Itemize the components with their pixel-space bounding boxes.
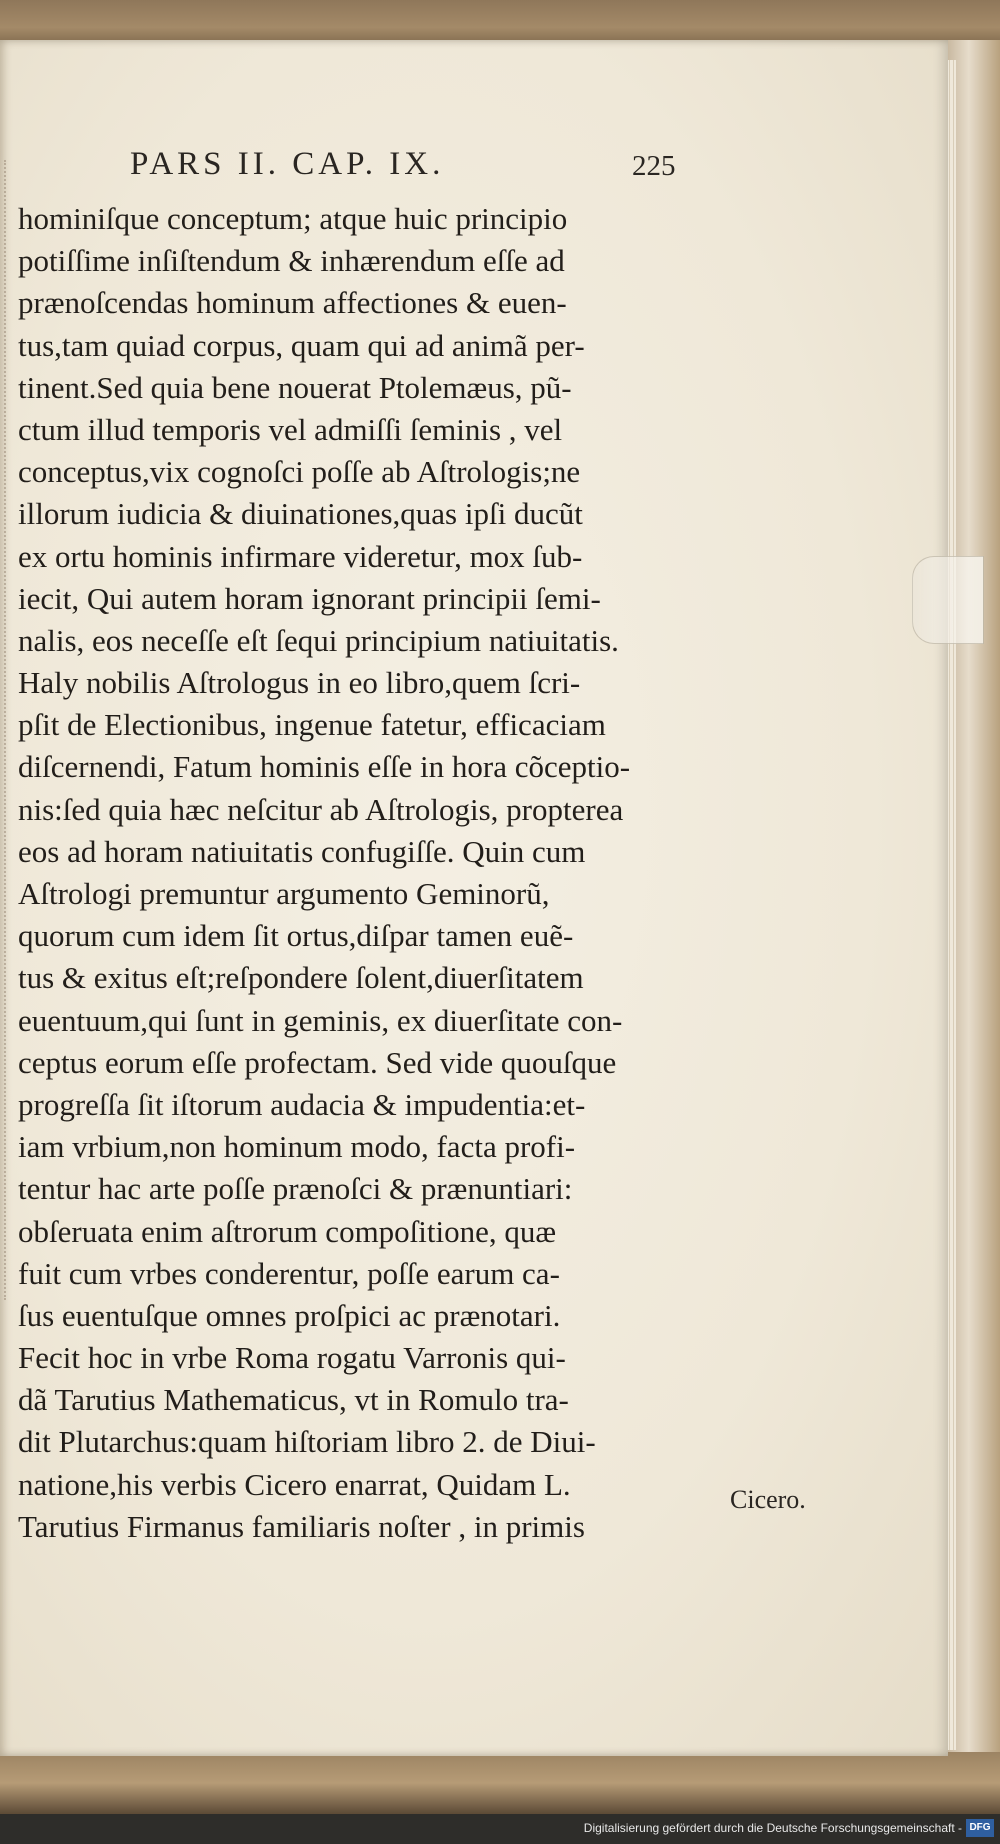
- text-line: prænoſcendas hominum affectiones & euen-: [18, 285, 567, 321]
- dfg-logo: DFG: [966, 1819, 994, 1837]
- marginal-note: Cicero.: [730, 1485, 806, 1514]
- text-line: quorum cum idem ſit ortus,diſpar tamen euẽ-: [18, 918, 574, 954]
- text-line: ctum illud temporis vel admiſſi ſeminis , vel: [18, 411, 563, 447]
- running-head: [0, 140, 948, 192]
- text-line: fuit cum vrbes conderentur, poſſe earum ca-: [18, 1255, 560, 1291]
- book-page: [0, 40, 948, 1756]
- text-line: Tarutius Firmanus familiaris noſter , in primis: [18, 1508, 585, 1544]
- binding-bottom-edge: [0, 1752, 1000, 1814]
- text-line: illorum iudicia & diuinationes,quas ipſi ducũt: [18, 496, 583, 532]
- text-line: pſit de Electionibus, ingenue fatetur, efficaciam: [18, 707, 606, 743]
- text-line: dã Tarutius Mathematicus, vt in Romulo tra-: [18, 1382, 569, 1418]
- text-line: eos ad horam natiuitatis confugiſſe. Quin cum: [18, 833, 586, 869]
- text-line: nalis, eos neceſſe eſt ſequi principium natiuitatis.: [18, 622, 619, 658]
- page-tab-marker: [912, 556, 984, 644]
- text-line: Fecit hoc in vrbe Roma rogatu Varronis qui-: [18, 1340, 566, 1376]
- text-line: tus,tam quiad corpus, quam qui ad animã per-: [18, 327, 585, 363]
- text-line: ſus euentuſque omnes proſpici ac prænotari.: [18, 1297, 561, 1333]
- running-head-title: PARS II. CAP. IX.: [130, 146, 445, 182]
- body-text: [18, 198, 738, 1548]
- text-line: tus & exitus eſt;reſpondere ſolent,diuerſitatem: [18, 960, 584, 996]
- text-line: ex ortu hominis infirmare videretur, mox ſub-: [18, 538, 583, 574]
- digitization-footer: [0, 1814, 1000, 1844]
- text-line: iam vrbium,non hominum modo, facta profi-: [18, 1129, 576, 1165]
- text-line: obſeruata enim aſtrorum compoſitione, quæ: [18, 1213, 557, 1249]
- text-line: progreſſa ſit iſtorum audacia & impudentia:et-: [18, 1086, 586, 1122]
- text-line: ceptus eorum eſſe profectam. Sed vide quouſque: [18, 1044, 617, 1080]
- text-line: natione,his verbis Cicero enarrat, Quidam L.: [18, 1466, 571, 1502]
- text-line: tinent.Sed quia bene nouerat Ptolemæus, pũ-: [18, 369, 572, 405]
- page-number: 225: [632, 150, 676, 182]
- text-line: potiſſime inſiſtendum & inhærendum eſſe ad: [18, 243, 565, 279]
- text-line: tentur hac arte poſſe prænoſci & prænuntiari:: [18, 1171, 573, 1207]
- text-line: dit Plutarchus:quam hiſtoriam libro 2. de Diui-: [18, 1424, 596, 1460]
- text-line: conceptus,vix cognoſci poſſe ab Aſtrologis;ne: [18, 454, 581, 490]
- funding-credit: Digitalisierung gefördert durch die Deutsche Forschungsgemeinschaft -: [583, 1821, 962, 1835]
- text-line: Haly nobilis Aſtrologus in eo libro,quem ſcri-: [18, 665, 581, 701]
- text-line: diſcernendi, Fatum hominis eſſe in hora cõceptio-: [18, 749, 631, 785]
- text-line: nis:ſed quia hæc neſcitur ab Aſtrologis, propterea: [18, 791, 624, 827]
- text-line: iecit, Qui autem horam ignorant principii ſemi-: [18, 580, 601, 616]
- text-line: Aſtrologi premuntur argumento Geminorũ,: [18, 876, 550, 911]
- text-line: euentuum,qui ſunt in geminis, ex diuerſitate con-: [18, 1002, 623, 1038]
- text-line: hominiſque conceptum; atque huic principio: [18, 201, 568, 236]
